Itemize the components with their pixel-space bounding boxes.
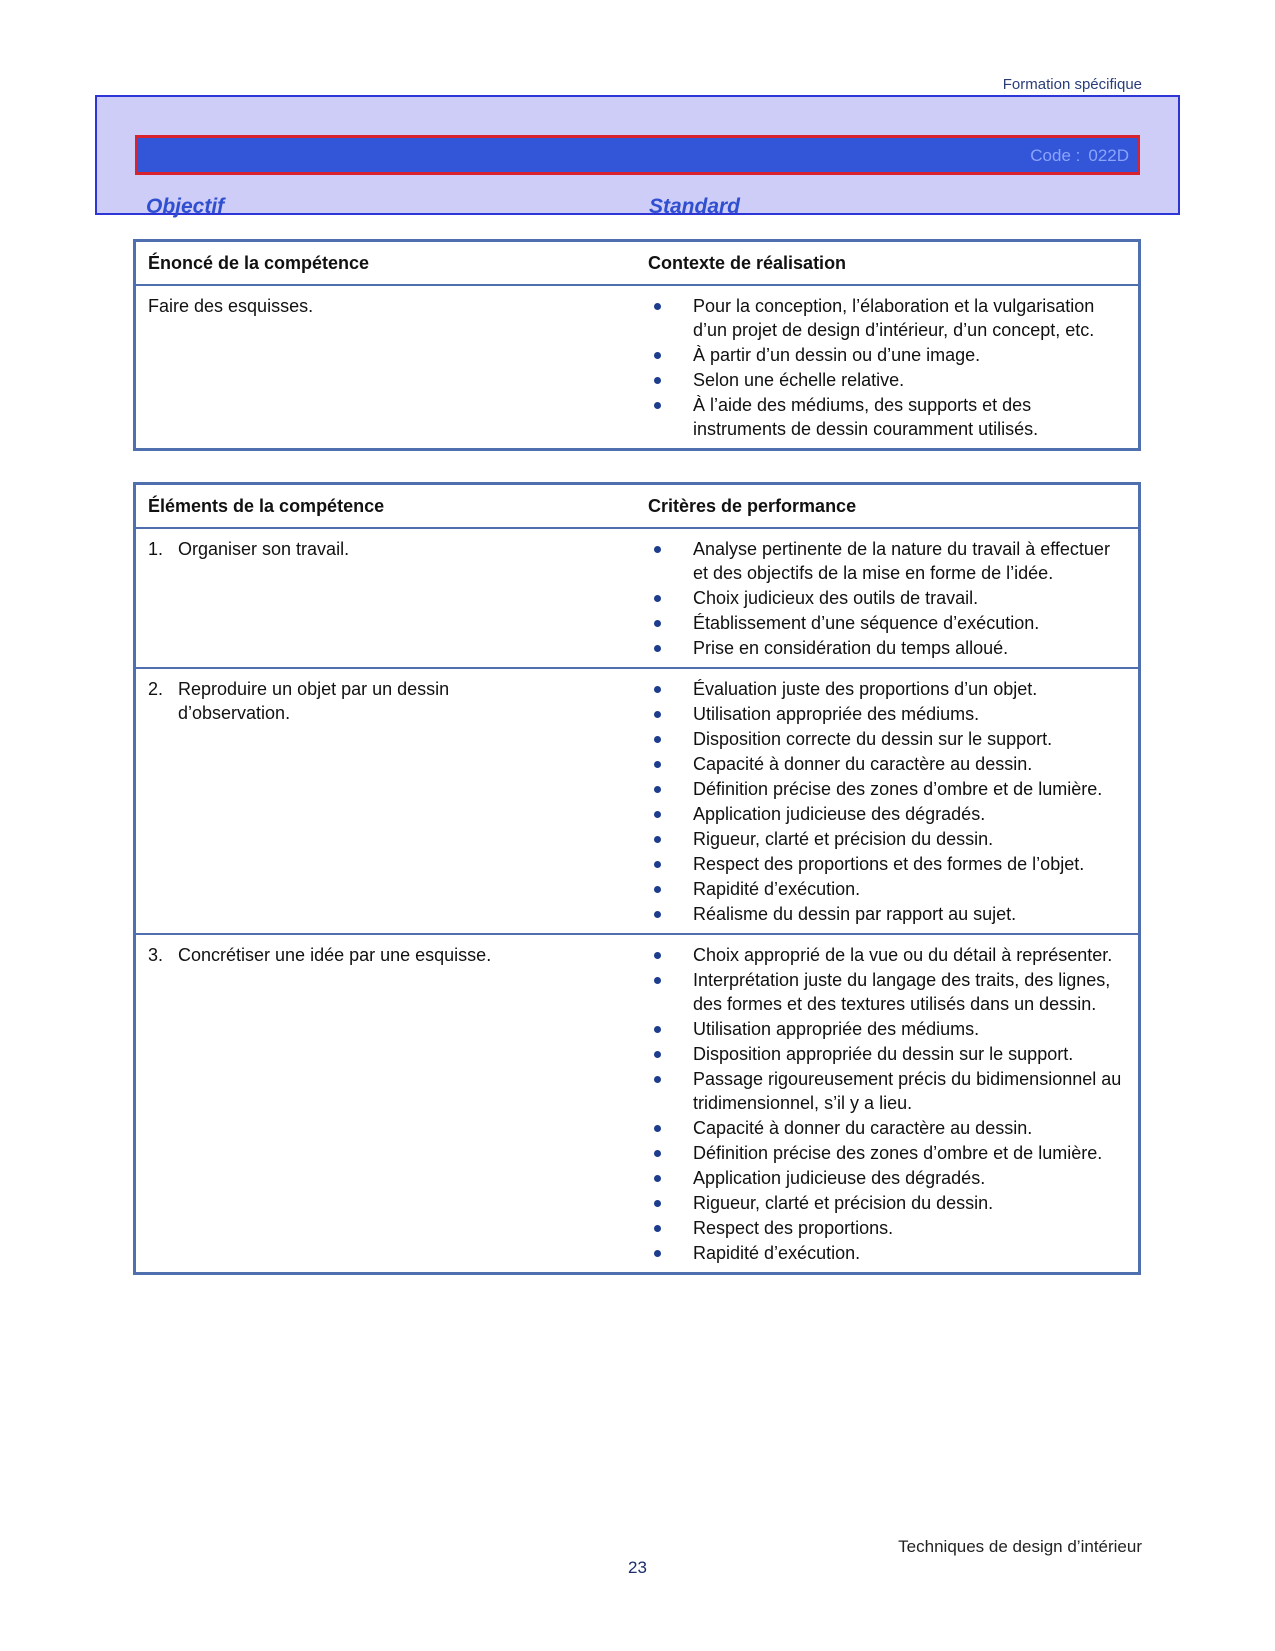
objectif-label: Objectif — [146, 195, 225, 218]
criterion-item: Rigueur, clarté et précision du dessin. — [693, 827, 1126, 851]
criterion-item: Interprétation juste du langage des traits, des lignes, des formes et des textures utilisés dans un dessin. — [693, 968, 1126, 1016]
element-row — [136, 529, 1138, 669]
criterion-item: Réalisme du dessin par rapport au sujet. — [693, 902, 1126, 926]
criterion-item: Respect des proportions. — [693, 1216, 1126, 1240]
code-bar — [135, 135, 1140, 175]
competence-table-header — [136, 242, 1138, 286]
heading-elements: Éléments de la compétence — [148, 496, 385, 516]
element-text: Organiser son travail. — [178, 539, 350, 559]
criterion-item: Rigueur, clarté et précision du dessin. — [693, 1191, 1126, 1215]
element-row — [136, 935, 1138, 1272]
criteria-list — [693, 935, 1138, 1272]
criterion-item: Disposition appropriée du dessin sur le support. — [693, 1042, 1126, 1066]
criteria-list — [693, 669, 1138, 933]
competence-table — [133, 239, 1141, 451]
context-item: Pour la conception, l’élaboration et la vulgarisation d’un projet de design d’intérieur, d’un concept, etc. — [693, 294, 1126, 342]
heading-contexte: Contexte de réalisation — [648, 253, 847, 273]
element-text: Concrétiser une idée par une esquisse. — [178, 945, 492, 965]
criterion-item: Évaluation juste des proportions d’un objet. — [693, 677, 1126, 701]
context-item: À l’aide des médiums, des supports et des instruments de dessin couramment utilisés. — [693, 393, 1126, 441]
criterion-item: Choix judicieux des outils de travail. — [693, 586, 1126, 610]
elements-table-header — [136, 485, 1138, 529]
program-name: Techniques de design d’intérieur — [898, 1537, 1142, 1556]
criterion-item: Application judicieuse des dégradés. — [693, 1166, 1126, 1190]
context-list — [693, 286, 1138, 448]
page-number: 23 — [628, 1558, 647, 1577]
element-number: 1. — [148, 539, 164, 559]
criterion-item: Prise en considération du temps alloué. — [693, 636, 1126, 660]
element-number: 2. — [148, 679, 164, 699]
criterion-item: Rapidité d’exécution. — [693, 1241, 1126, 1265]
competency-code — [1022, 146, 1129, 166]
competence-statement: Faire des esquisses. — [148, 296, 314, 316]
context-item: Selon une échelle relative. — [693, 368, 1126, 392]
running-title: Formation spécifique — [1002, 76, 1142, 93]
criterion-item: Établissement d’une séquence d’exécution. — [693, 611, 1126, 635]
elements-table — [133, 482, 1141, 1275]
element-label — [148, 537, 618, 561]
element-text: Reproduire un objet par un dessin d’observation. — [178, 679, 450, 723]
code-value: 022D — [1088, 146, 1129, 165]
criterion-item: Capacité à donner du caractère au dessin. — [693, 752, 1126, 776]
criterion-item: Choix approprié de la vue ou du détail à représenter. — [693, 943, 1126, 967]
element-label — [148, 677, 618, 725]
standard-label: Standard — [649, 195, 741, 218]
criterion-item: Respect des proportions et des formes de l’objet. — [693, 852, 1126, 876]
heading-enonce: Énoncé de la compétence — [148, 253, 370, 273]
criterion-item: Analyse pertinente de la nature du travail à effectuer et des objectifs de la mise en forme de l’idée. — [693, 537, 1126, 585]
title-band — [95, 95, 1180, 218]
heading-criteres: Critères de performance — [648, 496, 857, 516]
criterion-item: Rapidité d’exécution. — [693, 877, 1126, 901]
criteria-list — [693, 529, 1138, 667]
context-item: À partir d’un dessin ou d’une image. — [693, 343, 1126, 367]
competence-row — [136, 286, 1138, 448]
criterion-item: Application judicieuse des dégradés. — [693, 802, 1126, 826]
element-number: 3. — [148, 945, 164, 965]
criterion-item: Utilisation appropriée des médiums. — [693, 1017, 1126, 1041]
criterion-item: Définition précise des zones d’ombre et de lumière. — [693, 1141, 1126, 1165]
element-label — [148, 943, 618, 967]
criterion-item: Capacité à donner du caractère au dessin. — [693, 1116, 1126, 1140]
criterion-item: Passage rigoureusement précis du bidimensionnel au tridimensionnel, s’il y a lieu. — [693, 1067, 1126, 1115]
criterion-item: Disposition correcte du dessin sur le support. — [693, 727, 1126, 751]
element-row — [136, 669, 1138, 935]
code-label: Code : — [1030, 146, 1081, 165]
criterion-item: Définition précise des zones d’ombre et de lumière. — [693, 777, 1126, 801]
criterion-item: Utilisation appropriée des médiums. — [693, 702, 1126, 726]
